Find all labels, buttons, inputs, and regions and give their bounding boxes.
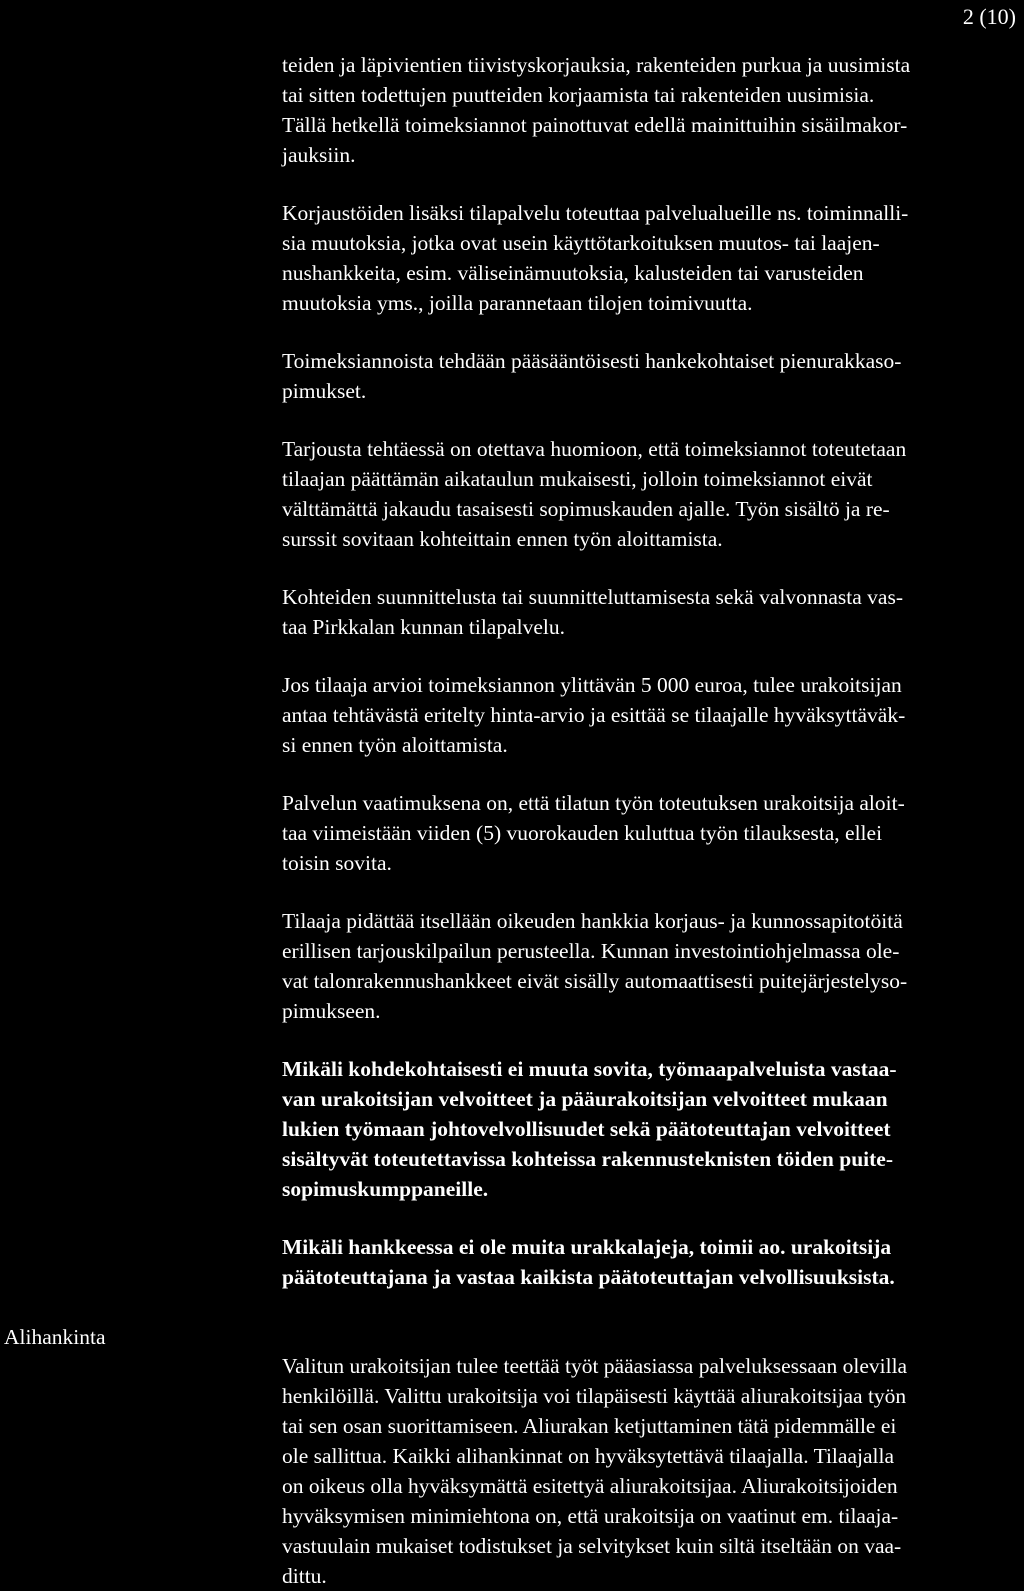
paragraph: Korjaustöiden lisäksi tilapalvelu toteuttaa palvelualueille ns. toiminnalli- sia muutoksia, jotka ovat usein käyttötarkoituksen muutos- tai laajen- nushankkeita, esim. väliseinämuutoksia, kalusteiden tai varusteiden muutoksia yms., joilla parannetaan tilojen toimivuutta. — [282, 201, 909, 315]
paragraph: Palvelun vaatimuksena on, että tilatun työn toteutuksen urakoitsija aloit- taa viimeistään viiden (5) vuorokauden kuluttua työn tilauksesta, ellei toisin sovita. — [282, 791, 905, 875]
section-paragraph: Valitun urakoitsijan tulee teettää työt pääasiassa palveluksessaan olevilla henkilöillä. Valittu urakoitsija voi tilapäisesti käyttää aliurakoitsijaa työn tai sen osan suorittamiseen. Aliurakan ketjuttaminen tätä pidemmälle ei ole sallittua. Kaikki alihankinnat on hyväksytettävä tilaajalla. Tilaajalla on oikeus olla hyväksymättä esitettyä aliurakoitsijaa. Aliurakoitsijoiden hyväksymisen minimiehtona on, että urakoitsija on vaatinut em. tilaaja- vastuulain mukaiset todistukset ja selvitykset kuin siltä itseltään on vaa- dittu. — [282, 1354, 908, 1588]
paragraph: Kohteiden suunnittelusta tai suunnitteluttamisesta sekä valvonnasta vas- taa Pirkkalan kunnan tilapalvelu. — [282, 585, 903, 639]
paragraph: Tilaaja pidättää itsellään oikeuden hankkia korjaus- ja kunnossapitotöitä erillisen tarjouskilpailun perusteella. Kunnan investointiohjelmassa ole- vat talonrakennushankkeet eivät sisälly automaattisesti puitejärjestelyso- pimukseen. — [282, 909, 908, 1023]
paragraph: Tarjousta tehtäessä on otettava huomioon, että toimeksiannot toteutetaan tilaajan päättämän aikataulun mukaisesti, jolloin toimeksiannot eivät välttämättä jakaudu tasaisesti sopimuskauden ajalle. Työn sisältö ja re- surssit sovitaan kohteittain ennen työn aloittamista. — [282, 437, 907, 551]
section-heading-alihankinta: Alihankinta — [4, 1325, 106, 1349]
paragraph: teiden ja läpivientien tiivistyskorjauksia, rakenteiden purkua ja uusimista tai sitten todettujen puutteiden korjaamista tai rakenteiden uusimisia. Tällä hetkellä toimeksiannot painottuvat edellä mainittuihin sisäilmakor- jauksiin. — [282, 53, 911, 167]
bold-paragraph: Mikäli hankkeessa ei ole muita urakkalajeja, toimii ao. urakoitsija päätoteuttajana ja vastaa kaikista päätoteuttajan velvollisuuksista. — [282, 1235, 895, 1289]
paragraph: Toimeksiannoista tehdään pääsääntöisesti hankekohtaiset pienurakkaso- pimukset. — [282, 349, 902, 403]
body-text — [282, 50, 1019, 1320]
paragraph: Jos tilaaja arvioi toimeksiannon ylittävän 5 000 euroa, tulee urakoitsijan antaa tehtävästä eritelty hinta-arvio ja esittää se tilaajalle hyväksyttäväk- si ennen työn aloittamista. — [282, 673, 906, 757]
page-number: 2 (10) — [962, 4, 1016, 29]
bold-paragraph: Mikäli kohdekohtaisesti ei muuta sovita, työmaapalveluista vastaa- van urakoitsijan velvoitteet ja pääurakoitsijan velvoitteet mukaan lukien työmaan johtovelvollisuudet sekä päätoteuttajan velvoitteet sisältyvät toteutettavissa kohteissa rakennusteknisten töiden puite- sopimuskumppaneille. — [282, 1057, 897, 1201]
